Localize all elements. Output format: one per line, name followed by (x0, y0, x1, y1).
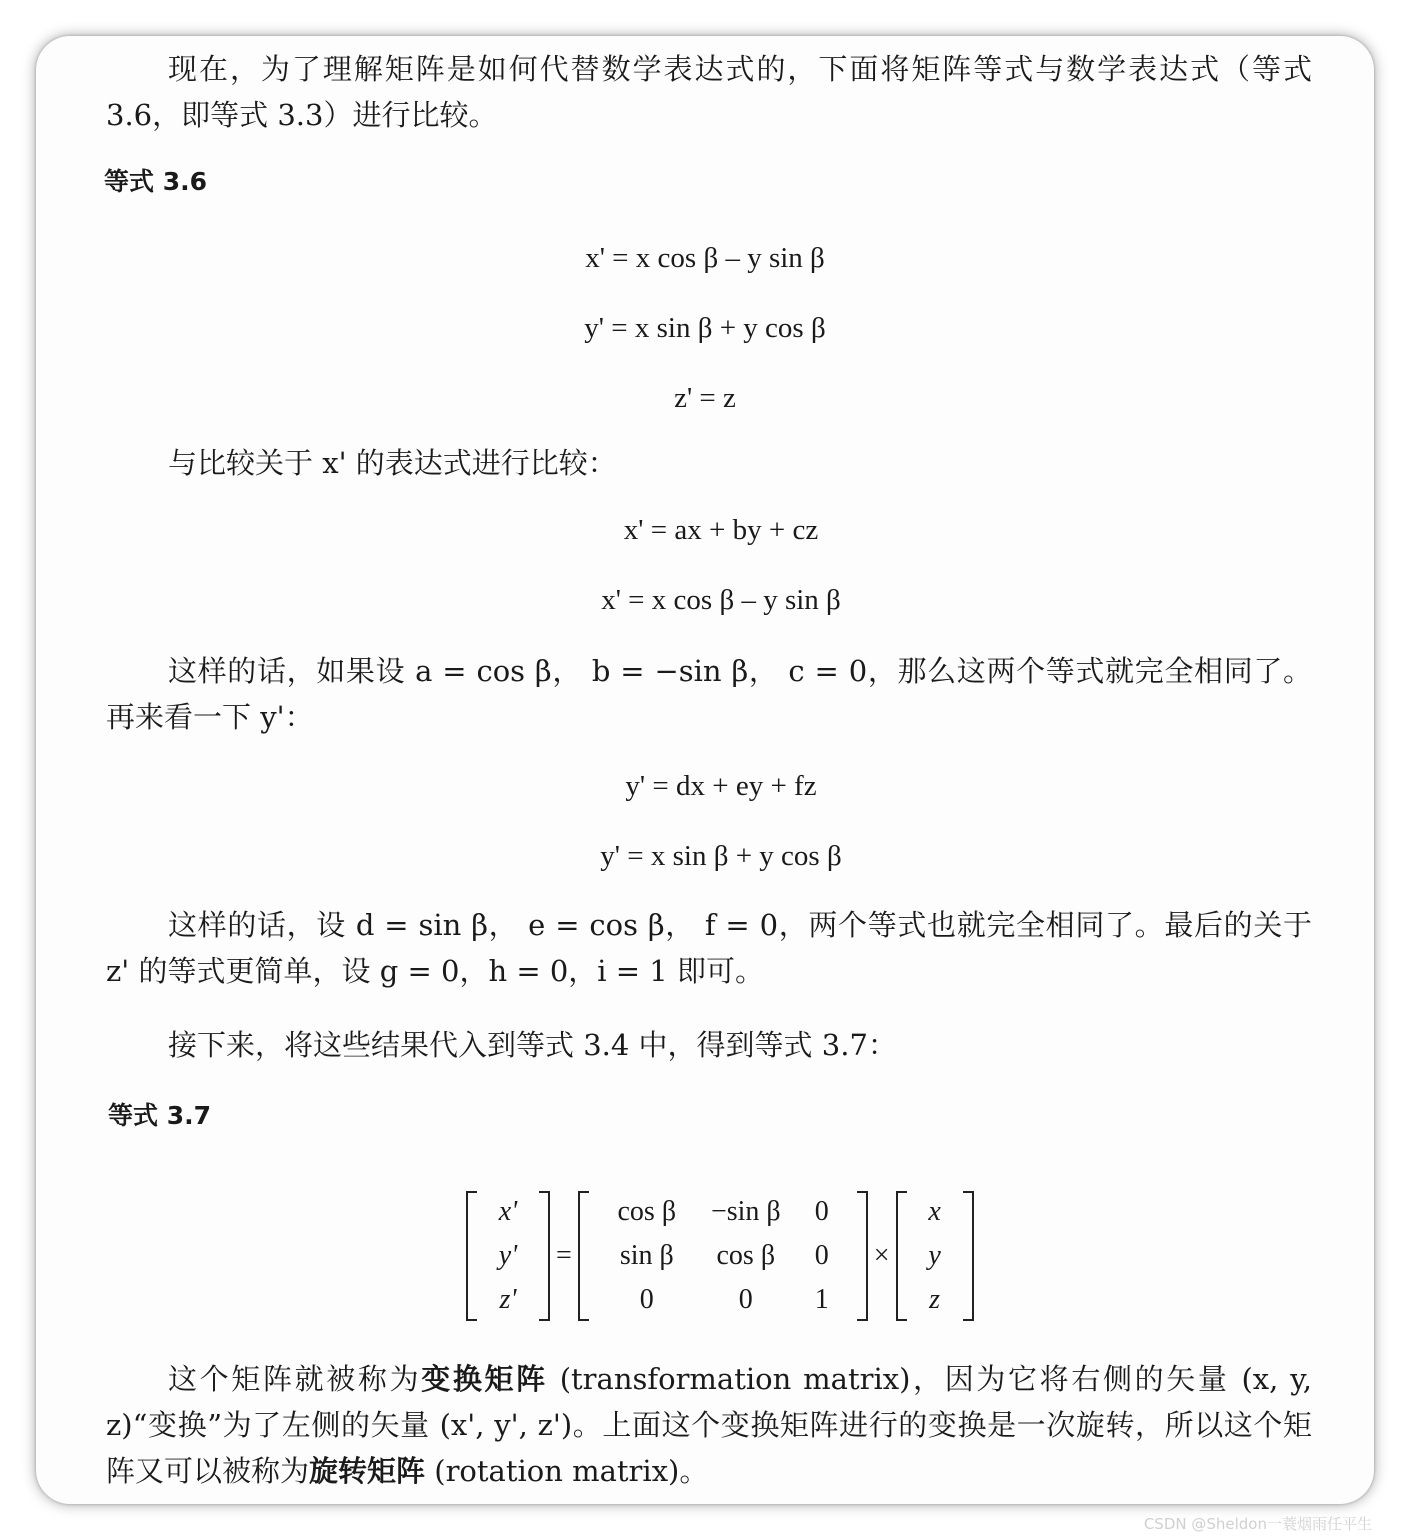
times-sign: × (873, 1240, 890, 1271)
lhs-z-prime: z' (499, 1284, 517, 1315)
result-x-paragraph: 这样的话，如果设 a = cos β， b = −sin β， c = 0，那么这两个等式就完全相同了。再来看一下 y'： (106, 654, 1312, 734)
term-transformation-matrix: 变换矩阵 (421, 1362, 548, 1396)
rotation-matrix (578, 1191, 868, 1321)
eq36-line-1: x' = x cos β – y sin β (585, 242, 825, 274)
rhs-vector (896, 1191, 974, 1321)
rhs-y: y (928, 1240, 941, 1271)
result-y-paragraph: 这样的话，设 d = sin β， e = cos β， f = 0，两个等式也就完全相同了。最后的关于 z' 的等式更简单，设 g = 0，h = 0，i = 1 即可。 (106, 908, 1312, 988)
matrix-cell: 0 (814, 1196, 829, 1227)
rhs-z: z (929, 1284, 941, 1315)
matrix-cell: cos β (716, 1240, 776, 1271)
compare-x-eq-1: x' = ax + by + cz (623, 514, 819, 546)
rhs-x: x (928, 1196, 941, 1227)
intro-paragraph: 现在，为了理解矩阵是如何代替数学表达式的，下面将矩阵等式与数学表达式（等式 3.6，即等式 3.3）进行比较。 (106, 52, 1312, 132)
heading-eq37: 等式 3.7 (108, 1101, 211, 1130)
next-paragraph: 接下来，将这些结果代入到等式 3.4 中，得到等式 3.7： (168, 1028, 897, 1062)
compare-y-eq-1: y' = dx + ey + fz (625, 770, 817, 802)
term-rotation-matrix: 旋转矩阵 (309, 1454, 426, 1488)
closing-text-pre: 这个矩阵就被称为 (168, 1362, 422, 1396)
rotation-matrix-equation (466, 1188, 974, 1324)
matrix-cell: −sin β (710, 1196, 781, 1227)
csdn-watermark: CSDN @Sheldon一蓑烟雨任平生 (1143, 1515, 1372, 1533)
matrix-cell: 0 (814, 1240, 829, 1271)
page-card (36, 36, 1374, 1504)
lhs-y-prime: y' (498, 1240, 518, 1271)
lhs-x-prime: x' (498, 1196, 518, 1227)
matrix-cell: cos β (617, 1196, 677, 1227)
compare-x-eq-2: x' = x cos β – y sin β (601, 584, 841, 616)
heading-eq36: 等式 3.6 (104, 167, 207, 196)
equals-sign: = (556, 1240, 572, 1271)
closing-text-mid: (transformation matrix)，因为它将右侧的矢量 (x, y, z)“变换”为了左侧的矢量 (x', y', z')。上面这个变换矩阵进行的变换是一次旋转，所以这个矩阵又可以被称为 (106, 1362, 1312, 1488)
matrix-cell: 1 (814, 1284, 829, 1315)
matrix-cell: sin β (619, 1240, 674, 1271)
eq36-line-3: z' = z (674, 382, 736, 414)
lhs-vector (466, 1191, 550, 1321)
compare-y-eq-2: y' = x sin β + y cos β (600, 840, 842, 872)
closing-paragraph (106, 1356, 1312, 1494)
eq36-line-2: y' = x sin β + y cos β (584, 312, 826, 344)
matrix-cell: 0 (738, 1284, 753, 1315)
closing-text-post: (rotation matrix)。 (425, 1454, 709, 1488)
matrix-cell: 0 (639, 1284, 654, 1315)
document-page (36, 36, 1374, 1504)
compare-x-paragraph: 与比较关于 x' 的表达式进行比较： (168, 446, 617, 480)
